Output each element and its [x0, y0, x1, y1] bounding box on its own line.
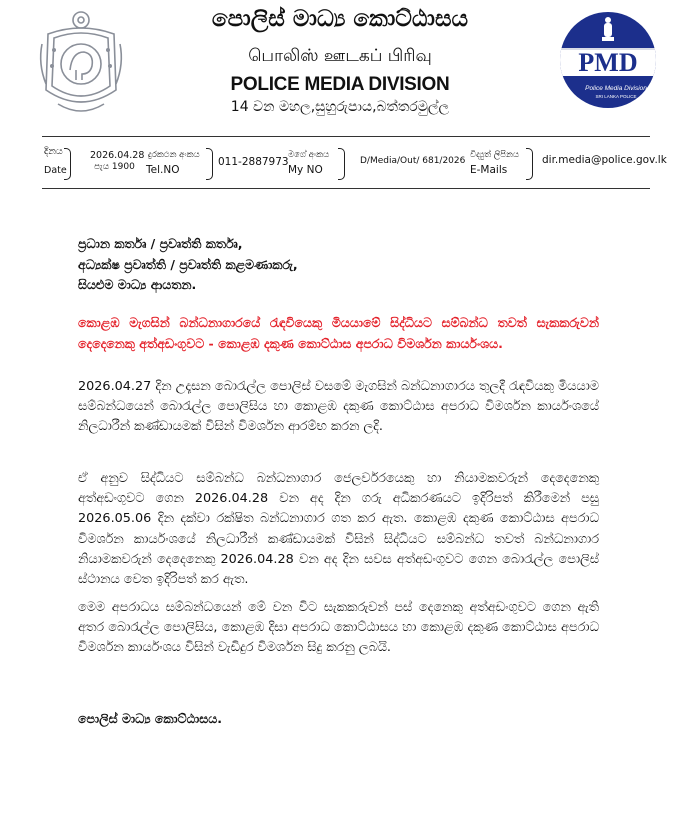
subject-heading: කොළඹ මැගසින් බන්ධනාගාරයේ රැඳවියෙකු මියයාමේ සිද්ධියට සම්බන්ධ තවත් සැකකරුවන් දෙදෙනෙකු අත්අඩංගුවට - කොළඹ දකුණ කොට්ඨාස අපරාධ විමර්ශන කාර්යංශය.: [78, 315, 599, 351]
pmd-logo-country: SRI LANKA POLICE: [595, 94, 637, 99]
body-paragraph-1: 2026.04.27 දින උදෑසන බොරැල්ල පොලිස් වසමේ මැගසින් බන්ධනාගාරය තුලදී රැඳවියකු මියයාම සම්බන්ධයෙන් බොරැල්ල පොලිසිය හා කොළඹ දකුණ කොට්ඨාස අපරාධ විමර්ශන කාර්යංශයේ නිලධාරීන් කණ්ඩායමක් විසින් විමර්ශන ආරම්භ කරන ලදි.: [78, 379, 599, 435]
header-title-tamil: பொலிஸ் ஊடகப் பிரிவு: [248, 46, 432, 66]
phone-label-si: දුරකථන අංකය: [148, 150, 200, 160]
pmd-logo: [558, 4, 658, 116]
info-bar-bottom-rule: [42, 188, 650, 189]
info-bar-top-rule: [42, 136, 650, 137]
signature: පොලිස් මාධ්‍ය කොට්ඨාසය.: [78, 711, 222, 726]
email-label-si: විද්‍යුත් ලිපිනය: [470, 150, 519, 160]
brace-divider: [338, 148, 345, 180]
date-label-si: දිනය: [44, 146, 63, 157]
email-value: dir.media@police.gov.lk: [542, 154, 667, 166]
body-paragraph-3: මෙම අපරාධය සම්බන්ධයෙන් මේ වන විට සැකකරුවන් පස් දෙනෙකු අත්අඩංගුවට ගෙන ඇති අතර බොරැල්ල පොලිසිය, කොළඹ දිසා අපරාධ කොට්ඨාසය හා කොළඹ දකුණ කොට්ඨාස අපරාධ විමර්ශන කාර්යංශය විසින් වැඩිදුර විමර්ශන සිදු කරනු ලබයි.: [78, 600, 599, 656]
myno-label-si: මගේ අංකය: [288, 150, 330, 160]
email-label-en: E-Mails: [470, 164, 508, 176]
police-emblem-icon: [36, 4, 126, 122]
pmd-logo-subtext: Police Media Division: [585, 85, 647, 92]
time-value: පැය 1900: [94, 162, 135, 172]
brace-divider: [526, 148, 533, 180]
info-bar: [42, 142, 667, 186]
myno-value: D/Media/Out/ 681/2026: [360, 156, 466, 166]
brace-divider: [206, 148, 213, 180]
addressee-line: අධ්‍යක්ෂ ප්‍රවෘත්ති / ප්‍රවෘත්ති කළමණාකරු,: [78, 256, 298, 272]
addressee-line: ප්‍රධාන කර්තෘ / ප්‍රවෘත්ති කර්තෘ,: [78, 236, 243, 251]
header-title-sinhala: පොලිස් මාධ්‍ය කොට්ඨාසය: [211, 6, 469, 32]
addressee-block: [78, 234, 598, 296]
brace-divider: [64, 148, 71, 180]
header-title-english: POLICE MEDIA DIVISION: [230, 74, 450, 95]
myno-label-en: My NO: [288, 164, 323, 176]
phone-label-en: Tel.NO: [146, 164, 180, 176]
pmd-logo-text: PMD: [578, 48, 638, 77]
date-label-en: Date: [44, 165, 67, 176]
body-paragraph-2: ඒ අනුව සිද්ධියට සම්බන්ධ බන්ධනාගාර ජෙලර්වරයෙකු හා නියාමකවරුන් දෙදෙනෙකු අත්අඩංගුවට ගෙන 2026.04.28 වන අද දින ගරු අධිකරණයට ඉදිරිපත් කිරීමෙන් පසු 2026.05.06 දින දක්වා රක්ෂිත බන්ධනාගාර ගත කර ඇත. කොළඹ දකුණ කොට්ඨාස අපරාධ විමර්ශන කාර්යංශයේ නිලධාරීන් කණ්ඩායමක් විසින් සිද්ධියට සම්බන්ධ තවත් බන්ධනාගාර නියාමකවරුන් දෙදෙනෙකු 2026.04.28 වන අද දින සවස අත්අඩංගුවට ගෙන බොරැල්ල පොලිස් ස්ථානය වෙත ඉදිරිපත් කර ඇත.: [78, 471, 599, 588]
phone-value: 011-2887973: [218, 156, 289, 168]
addressee-line: සියළුම මාධ්‍ය ආයතන.: [78, 277, 197, 292]
date-value: 2026.04.28: [90, 150, 145, 161]
header-address: 14 වන මහල,සුහුරුපාය,බත්තරමුල්ල: [230, 99, 450, 115]
